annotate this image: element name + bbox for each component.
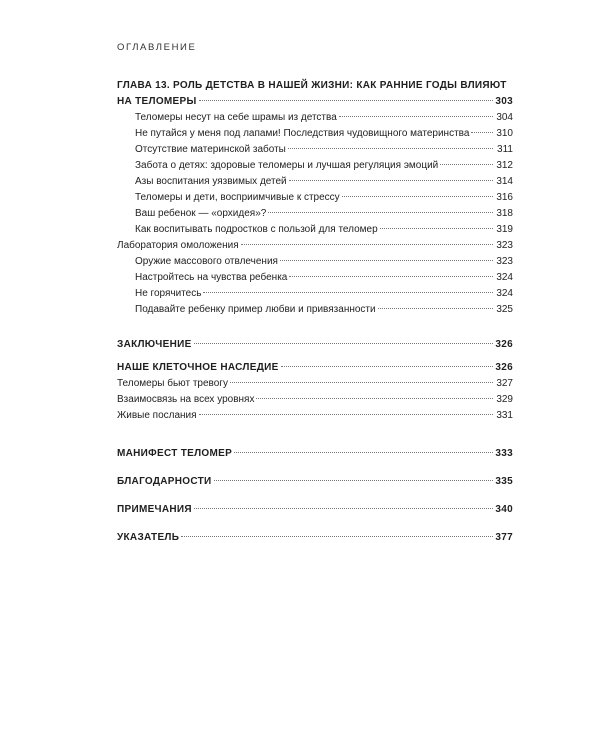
entry-title: Не горячитесь <box>135 288 202 299</box>
entry-title: Настройтесь на чувства ребенка <box>135 272 288 283</box>
leader-dots <box>440 163 493 165</box>
leader-dots <box>339 115 493 117</box>
leader-dots <box>241 243 493 245</box>
toc-entry[interactable] <box>117 110 513 126</box>
chapter-13-title-line2: НА ТЕЛОМЕРЫ <box>117 96 197 107</box>
leader-dots <box>280 259 493 261</box>
page-number: 329 <box>496 394 513 405</box>
entry-title: ПРИМЕЧАНИЯ <box>117 504 192 515</box>
entry-title: Теломеры и дети, восприимчивые к стрессу <box>135 192 340 203</box>
page-number: 333 <box>495 448 513 459</box>
entry-title: Оружие массового отвлечения <box>135 256 278 267</box>
page-header: ОГЛАВЛЕНИЕ <box>117 42 197 53</box>
toc-entry-lab[interactable] <box>117 238 513 254</box>
leader-dots <box>471 131 493 133</box>
toc-entry[interactable] <box>117 206 513 222</box>
toc-entry[interactable] <box>117 174 513 190</box>
page-number: 326 <box>495 362 513 373</box>
leader-dots <box>268 211 493 213</box>
leader-dots <box>288 147 493 149</box>
page-number: 324 <box>496 272 513 283</box>
leader-dots <box>342 195 493 197</box>
entry-title: Взаимосвязь на всех уровнях <box>117 394 255 405</box>
page-number: 326 <box>495 339 513 350</box>
leader-dots <box>230 381 493 383</box>
page-number: 314 <box>496 176 513 187</box>
entry-title: Забота о детях: здоровые теломеры и лучшая регуляция эмоций <box>135 160 439 171</box>
toc-entry[interactable] <box>117 270 513 286</box>
entry-title: БЛАГОДАРНОСТИ <box>117 476 212 487</box>
toc-entry[interactable] <box>117 158 513 174</box>
entry-title: Теломеры бьют тревогу <box>117 378 228 389</box>
toc-entry[interactable] <box>117 254 513 270</box>
page-number: 312 <box>496 160 513 171</box>
page-number: 318 <box>496 208 513 219</box>
leader-dots <box>203 291 493 293</box>
entry-title: Не путайся у меня под лапами! Последствия чудовищного материнства <box>135 128 470 139</box>
page-number: 323 <box>496 240 513 251</box>
page-number: 325 <box>496 304 513 315</box>
entry-title: Живые послания <box>117 410 197 421</box>
entry-title: МАНИФЕСТ ТЕЛОМЕР <box>117 448 233 459</box>
leader-dots <box>281 365 493 367</box>
leader-dots <box>378 307 493 309</box>
page-number: 319 <box>496 224 513 235</box>
leader-dots <box>289 275 493 277</box>
entry-title: Ваш ребенок — «орхидея»? <box>135 208 267 219</box>
entry-title: Как воспитывать подростков с пользой для теломер <box>135 224 378 235</box>
toc-entry[interactable] <box>117 222 513 238</box>
chapter-13-title-line1: ГЛАВА 13. РОЛЬ ДЕТСТВА В НАШЕЙ ЖИЗНИ: КАК РАННИЕ ГОДЫ ВЛИЯЮТ <box>117 80 507 91</box>
chapter-13-entry[interactable] <box>117 94 513 110</box>
entry-title: УКАЗАТЕЛЬ <box>117 532 180 543</box>
page-number: 316 <box>496 192 513 203</box>
entry-title: ЗАКЛЮЧЕНИЕ <box>117 339 192 350</box>
toc-entry-index[interactable] <box>117 530 513 546</box>
toc-entry[interactable] <box>117 126 513 142</box>
page-number: 323 <box>496 256 513 267</box>
toc-entry-thanks[interactable] <box>117 474 513 490</box>
leader-dots <box>199 99 493 101</box>
toc-entry[interactable] <box>117 302 513 318</box>
toc-entry[interactable] <box>117 286 513 302</box>
page-number: 303 <box>495 96 513 107</box>
page-number: 311 <box>497 144 513 155</box>
page-number: 324 <box>496 288 513 299</box>
leader-dots <box>214 479 493 481</box>
page-number: 331 <box>496 410 513 421</box>
leader-dots <box>234 451 493 453</box>
page-number: 310 <box>496 128 513 139</box>
entry-title: Отсутствие материнской заботы <box>135 144 286 155</box>
entry-title: Подавайте ребенку пример любви и привязанности <box>135 304 376 315</box>
leader-dots <box>380 227 493 229</box>
entry-title: Лаборатория омоложения <box>117 240 239 251</box>
leader-dots <box>256 397 493 399</box>
page-number: 340 <box>495 504 513 515</box>
entry-title: НАШЕ КЛЕТОЧНОЕ НАСЛЕДИЕ <box>117 362 279 373</box>
leader-dots <box>194 507 493 509</box>
toc-entry-heritage[interactable] <box>117 360 513 376</box>
toc-entry-notes[interactable] <box>117 502 513 518</box>
toc-entry[interactable] <box>117 142 513 158</box>
toc-entry[interactable] <box>117 376 513 392</box>
page-number: 304 <box>496 112 513 123</box>
page-number: 335 <box>495 476 513 487</box>
toc-entry[interactable] <box>117 408 513 424</box>
leader-dots <box>181 535 493 537</box>
page-number: 377 <box>495 532 513 543</box>
leader-dots <box>289 179 493 181</box>
entry-title: Теломеры несут на себе шрамы из детства <box>135 112 337 123</box>
entry-title: Азы воспитания уязвимых детей <box>135 176 287 187</box>
leader-dots <box>199 413 493 415</box>
toc-entry-conclusion[interactable] <box>117 337 513 353</box>
leader-dots <box>194 342 493 344</box>
table-of-contents <box>117 78 513 546</box>
toc-entry-manifesto[interactable] <box>117 446 513 462</box>
toc-entry[interactable] <box>117 190 513 206</box>
toc-entry[interactable] <box>117 392 513 408</box>
page-number: 327 <box>496 378 513 389</box>
